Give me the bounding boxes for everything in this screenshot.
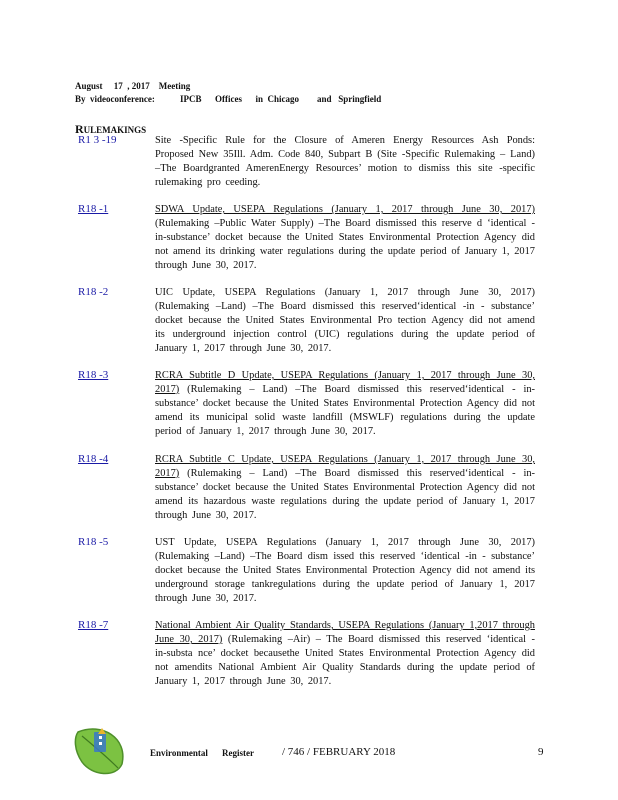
- page-number: 9: [538, 746, 544, 758]
- page-footer: [0, 742, 618, 782]
- entry-description: UST Update, USEPA Regulations (January 1, 2017 through June 30, 2017) (Rulemaking –Land) –The Board dism issed this reserved ‘identical -in - substance’ docket because the United States Environmental Protection Agency did not amend its underground storage tankregulations during the update period of January 1, 2017 through June 30, 2017.: [155, 537, 535, 604]
- meeting-header: [75, 80, 382, 106]
- entry-description: RCRA Subtitle C Update, USEPA Regulations (January 1, 2017 through June 30, 2017) (Rulemaking – Land) –The Board dismissed this reserved‘identical - in-substance’ docket because the United States Environmental Protection Agency did not amend its hazardous waste regulations during the update period of January 1, 2017 through June 30, 2017.: [155, 454, 535, 521]
- footer-journal-name-1: Environmental: [150, 748, 208, 758]
- entry-description: National Ambient Air Quality Standards, USEPA Regulations (January 1,2017 through June 30, 2017) (Rulemaking –Air) – The Board dismissed this reserved ‘identical -in-substa nce’ docket becausethe United States Environmental Protection Agency did not amendits National Ambient Air Quality Standards during the update period of January 1, 2017 through June 30, 2017.: [155, 620, 535, 687]
- section-heading-initial: R: [75, 122, 84, 136]
- docket-link[interactable]: R18 -7: [78, 619, 109, 631]
- docket-link[interactable]: R18 -3: [78, 369, 109, 381]
- entry-description: SDWA Update, USEPA Regulations (January 1, 2017 through June 30, 2017) (Rulemaking –Public Water Supply) –The Board dismissed this reserve d ‘identical -in-substance’ docket because the United States Environmental Protection Agency did not amend its drinking water regulations during the update period of January 1, 2017 through June 30, 2017.: [155, 204, 535, 271]
- footer-journal-name-2: Register: [222, 748, 254, 758]
- docket-number: R1 3 -19: [78, 134, 117, 146]
- docket-link[interactable]: R18 -1: [78, 203, 109, 215]
- meeting-location: IPCB Offices in Chicago and Springfield: [180, 94, 382, 104]
- docket-link[interactable]: R18 -4: [78, 453, 109, 465]
- entry-description: RCRA Subtitle D Update, USEPA Regulations (January 1, 2017 through June 30, 2017) (Rulemaking – Land) –The Board dismissed this reserved‘identical - in-substance’ docket because the United States Environmental Protection Agency did not amend its municipal solid waste landfill (MSWLF) regulations during the update period of January 1, 2017 through June 30, 2017.: [155, 370, 535, 437]
- entry-description: UIC Update, USEPA Regulations (January 1, 2017 through June 30, 2017) (Rulemaking –Land) –The Board dismissed this reserved‘identical -in - substance’ docket because the United States Environmental Pro tection Agency did not amend its underground injection control (UIC) regulations during the update period of January 1, 2017 through June 30, 2017.: [155, 287, 535, 354]
- docket-number: R18 -2: [78, 286, 109, 298]
- meeting-date: August 17 , 2017 Meeting: [75, 81, 191, 91]
- entry-description: Site -Specific Rule for the Closure of Ameren Energy Resources Ash Ponds: Proposed New 35Ill. Adm. Code 840, Subpart B (Site -Specific Rulemaking – Land) –The Boardgranted AmerenEnergy Resources’ motion to dismiss this site -specific rulemaking pro ceeding.: [155, 135, 535, 188]
- section-heading-rest: ULEMAKINGS: [83, 125, 147, 135]
- docket-number: R18 -5: [78, 536, 109, 548]
- footer-issue: / 746 / FEBRUARY 2018: [282, 746, 396, 758]
- leaf-logo-icon: [72, 722, 132, 781]
- meeting-method: By videoconference:: [75, 94, 155, 104]
